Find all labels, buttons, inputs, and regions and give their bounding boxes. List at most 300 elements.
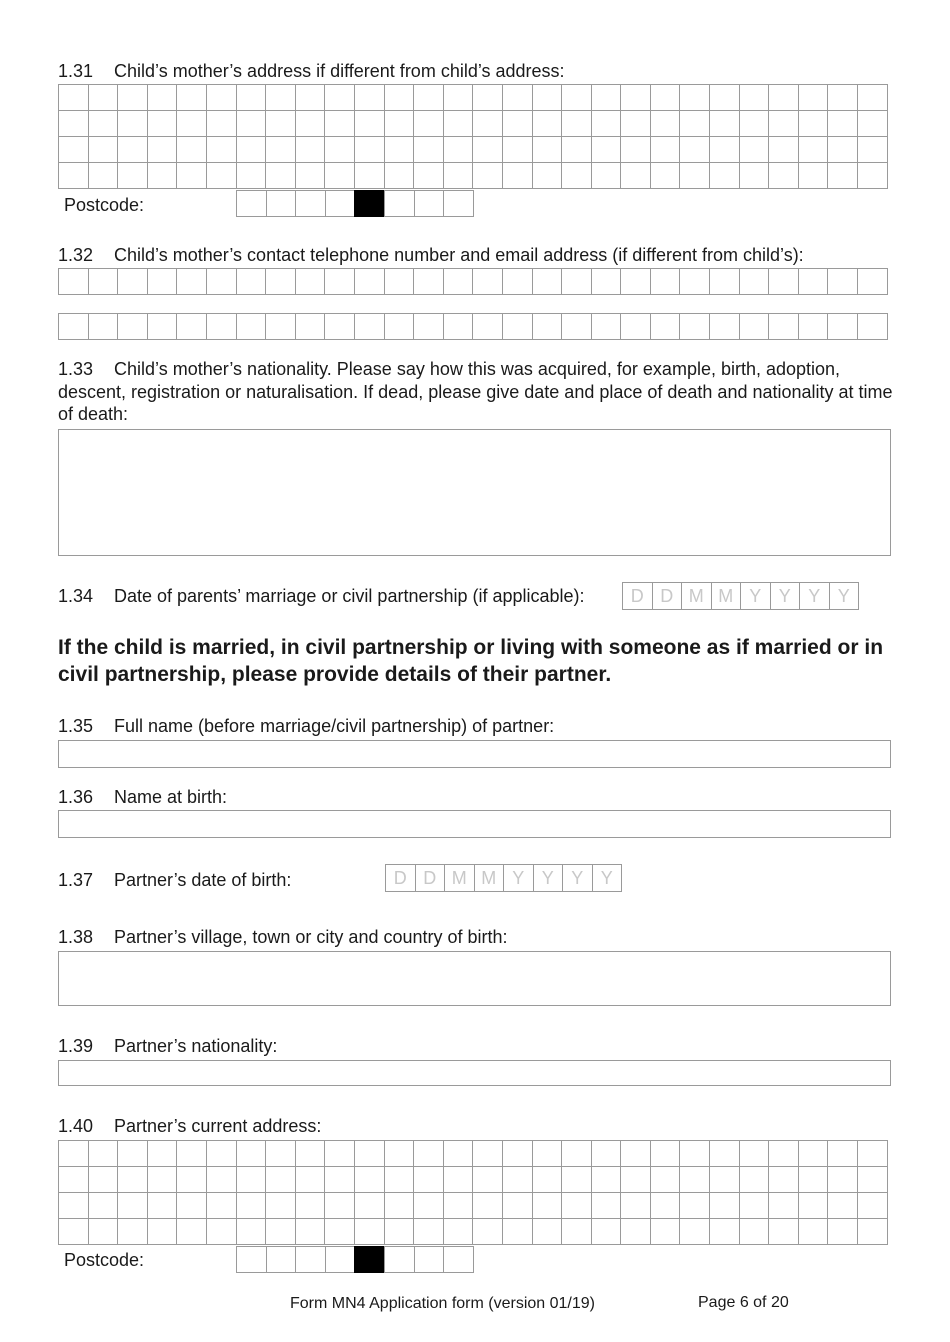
partner-birthplace-input[interactable] [58,951,891,1006]
character-cell[interactable] [591,313,622,340]
character-cell[interactable] [650,136,681,163]
character-cell[interactable] [265,313,296,340]
character-cell[interactable] [265,84,296,111]
character-cell[interactable] [502,313,533,340]
character-cell[interactable] [236,162,267,189]
character-cell[interactable] [58,1140,89,1167]
character-cell[interactable] [620,1218,651,1245]
character-cell[interactable] [709,1218,740,1245]
character-cell[interactable] [384,313,415,340]
character-cell[interactable] [827,84,858,111]
character-cell[interactable] [384,1166,415,1193]
character-cell[interactable] [591,84,622,111]
character-cell[interactable] [739,313,770,340]
character-cell[interactable] [354,313,385,340]
character-cell[interactable] [324,313,355,340]
character-cell[interactable] [561,84,592,111]
character-cell[interactable] [295,162,326,189]
character-cell[interactable] [650,1166,681,1193]
character-cell[interactable] [827,1218,858,1245]
character-cell[interactable] [236,1140,267,1167]
character-cell[interactable] [443,84,474,111]
character-cell[interactable] [176,1140,207,1167]
character-cell[interactable] [354,162,385,189]
character-cell[interactable] [88,313,119,340]
character-cell[interactable] [650,162,681,189]
character-cell[interactable] [413,1166,444,1193]
date-digit-cell[interactable]: Y [503,864,534,892]
character-cell[interactable] [857,1166,888,1193]
character-cell[interactable] [384,1192,415,1219]
character-cell[interactable] [265,268,296,295]
character-cell[interactable] [324,84,355,111]
character-cell[interactable] [679,1218,710,1245]
character-cell[interactable] [827,110,858,137]
character-cell[interactable] [768,1140,799,1167]
character-cell[interactable] [679,136,710,163]
character-cell[interactable] [532,162,563,189]
character-cell[interactable] [206,1166,237,1193]
character-cell[interactable] [147,1166,178,1193]
character-cell[interactable] [265,110,296,137]
character-cell[interactable] [58,136,89,163]
character-cell[interactable] [798,268,829,295]
character-cell[interactable] [176,1192,207,1219]
character-cell[interactable] [354,84,385,111]
postcode-cell[interactable] [236,1246,267,1273]
character-cell[interactable] [147,110,178,137]
character-cell[interactable] [58,313,89,340]
character-cell[interactable] [413,162,444,189]
character-cell[interactable] [324,1192,355,1219]
character-cell[interactable] [324,110,355,137]
postcode-cell[interactable] [414,1246,445,1273]
character-cell[interactable] [147,1192,178,1219]
partner-full-name-input[interactable] [58,740,891,768]
character-cell[interactable] [117,268,148,295]
character-cell[interactable] [147,84,178,111]
character-cell[interactable] [295,1218,326,1245]
character-cell[interactable] [88,1218,119,1245]
character-cell[interactable] [384,136,415,163]
character-cell[interactable] [443,268,474,295]
character-cell[interactable] [502,84,533,111]
character-cell[interactable] [324,162,355,189]
character-cell[interactable] [58,1166,89,1193]
postcode-cell[interactable] [266,1246,297,1273]
character-cell[interactable] [620,162,651,189]
character-cell[interactable] [768,162,799,189]
character-cell[interactable] [798,110,829,137]
character-cell[interactable] [413,313,444,340]
character-cell[interactable] [206,1192,237,1219]
date-digit-cell[interactable]: M [444,864,475,892]
postcode-cell[interactable] [443,190,474,217]
character-cell[interactable] [413,268,444,295]
character-cell[interactable] [265,1192,296,1219]
character-cell[interactable] [532,1140,563,1167]
character-cell[interactable] [798,84,829,111]
character-cell[interactable] [384,162,415,189]
character-cell[interactable] [650,313,681,340]
character-cell[interactable] [413,84,444,111]
character-cell[interactable] [679,313,710,340]
character-cell[interactable] [591,1192,622,1219]
character-cell[interactable] [117,84,148,111]
character-cell[interactable] [857,136,888,163]
character-cell[interactable] [88,162,119,189]
character-cell[interactable] [561,1218,592,1245]
character-cell[interactable] [58,84,89,111]
postcode-cell[interactable] [384,1246,415,1273]
character-cell[interactable] [295,1192,326,1219]
character-cell[interactable] [413,1218,444,1245]
character-cell[interactable] [620,110,651,137]
postcode-cell[interactable] [295,1246,326,1273]
character-cell[interactable] [591,162,622,189]
character-cell[interactable] [768,136,799,163]
character-cell[interactable] [206,110,237,137]
mother-nationality-textarea[interactable] [58,429,891,556]
character-cell[interactable] [679,268,710,295]
character-cell[interactable] [324,268,355,295]
character-cell[interactable] [679,1166,710,1193]
date-digit-cell[interactable]: D [385,864,416,892]
character-cell[interactable] [88,1166,119,1193]
character-cell[interactable] [709,1192,740,1219]
character-cell[interactable] [620,313,651,340]
character-cell[interactable] [117,1166,148,1193]
character-cell[interactable] [472,162,503,189]
character-cell[interactable] [561,1140,592,1167]
character-cell[interactable] [532,84,563,111]
character-cell[interactable] [739,1218,770,1245]
character-cell[interactable] [620,1192,651,1219]
character-cell[interactable] [147,1218,178,1245]
character-cell[interactable] [502,110,533,137]
date-digit-cell[interactable]: Y [770,582,801,610]
character-cell[interactable] [739,136,770,163]
character-cell[interactable] [827,1192,858,1219]
character-cell[interactable] [472,1218,503,1245]
character-cell[interactable] [384,1218,415,1245]
character-cell[interactable] [768,313,799,340]
character-cell[interactable] [413,136,444,163]
character-cell[interactable] [265,1140,296,1167]
character-cell[interactable] [798,1140,829,1167]
character-cell[interactable] [709,84,740,111]
character-cell[interactable] [384,84,415,111]
mother-postcode-input[interactable] [236,190,473,216]
character-cell[interactable] [650,110,681,137]
character-cell[interactable] [443,136,474,163]
character-cell[interactable] [384,110,415,137]
character-cell[interactable] [206,1140,237,1167]
character-cell[interactable] [88,110,119,137]
date-digit-cell[interactable]: D [652,582,683,610]
postcode-cell[interactable] [325,190,356,217]
character-cell[interactable] [443,162,474,189]
date-digit-cell[interactable]: Y [740,582,771,610]
postcode-cell[interactable] [414,190,445,217]
character-cell[interactable] [176,84,207,111]
character-cell[interactable] [413,110,444,137]
character-cell[interactable] [650,84,681,111]
character-cell[interactable] [58,162,89,189]
character-cell[interactable] [58,110,89,137]
postcode-cell[interactable] [443,1246,474,1273]
character-cell[interactable] [236,268,267,295]
character-cell[interactable] [443,1218,474,1245]
character-cell[interactable] [117,162,148,189]
character-cell[interactable] [591,1218,622,1245]
character-cell[interactable] [709,162,740,189]
character-cell[interactable] [117,110,148,137]
character-cell[interactable] [857,1218,888,1245]
character-cell[interactable] [739,1192,770,1219]
character-cell[interactable] [739,110,770,137]
character-cell[interactable] [324,1218,355,1245]
character-cell[interactable] [117,1140,148,1167]
character-cell[interactable] [561,1192,592,1219]
character-cell[interactable] [206,313,237,340]
character-cell[interactable] [739,268,770,295]
character-cell[interactable] [206,162,237,189]
mother-email-input[interactable] [58,313,887,339]
character-cell[interactable] [532,110,563,137]
character-cell[interactable] [117,136,148,163]
character-cell[interactable] [620,268,651,295]
character-cell[interactable] [739,1166,770,1193]
character-cell[interactable] [443,110,474,137]
character-cell[interactable] [679,1140,710,1167]
character-cell[interactable] [768,1166,799,1193]
character-cell[interactable] [857,110,888,137]
character-cell[interactable] [709,313,740,340]
date-digit-cell[interactable]: D [622,582,653,610]
character-cell[interactable] [88,136,119,163]
postcode-cell[interactable] [266,190,297,217]
character-cell[interactable] [324,1140,355,1167]
character-cell[interactable] [443,1166,474,1193]
character-cell[interactable] [532,268,563,295]
date-digit-cell[interactable]: Y [562,864,593,892]
date-digit-cell[interactable]: M [711,582,742,610]
character-cell[interactable] [620,84,651,111]
character-cell[interactable] [798,136,829,163]
character-cell[interactable] [176,136,207,163]
character-cell[interactable] [857,162,888,189]
character-cell[interactable] [502,268,533,295]
mother-address-grid[interactable] [58,84,887,188]
postcode-cell[interactable] [384,190,415,217]
character-cell[interactable] [532,136,563,163]
date-digit-cell[interactable]: Y [533,864,564,892]
character-cell[interactable] [324,1166,355,1193]
character-cell[interactable] [236,136,267,163]
character-cell[interactable] [502,1192,533,1219]
character-cell[interactable] [413,1140,444,1167]
character-cell[interactable] [176,162,207,189]
character-cell[interactable] [739,84,770,111]
character-cell[interactable] [827,1166,858,1193]
character-cell[interactable] [591,136,622,163]
postcode-cell[interactable] [325,1246,356,1273]
character-cell[interactable] [857,84,888,111]
date-digit-cell[interactable]: D [415,864,446,892]
character-cell[interactable] [295,1166,326,1193]
character-cell[interactable] [591,1140,622,1167]
character-cell[interactable] [176,268,207,295]
character-cell[interactable] [88,1192,119,1219]
character-cell[interactable] [532,1192,563,1219]
character-cell[interactable] [88,268,119,295]
character-cell[interactable] [472,84,503,111]
partner-dob-input[interactable] [385,864,621,892]
character-cell[interactable] [472,136,503,163]
partner-address-grid[interactable] [58,1140,887,1244]
partner-nationality-input[interactable] [58,1060,891,1086]
character-cell[interactable] [324,136,355,163]
character-cell[interactable] [798,1192,829,1219]
character-cell[interactable] [679,110,710,137]
character-cell[interactable] [295,1140,326,1167]
character-cell[interactable] [827,268,858,295]
character-cell[interactable] [384,1140,415,1167]
character-cell[interactable] [591,110,622,137]
date-digit-cell[interactable]: M [681,582,712,610]
character-cell[interactable] [561,313,592,340]
character-cell[interactable] [206,268,237,295]
character-cell[interactable] [265,162,296,189]
character-cell[interactable] [384,268,415,295]
character-cell[interactable] [768,1192,799,1219]
character-cell[interactable] [472,1192,503,1219]
character-cell[interactable] [709,1166,740,1193]
character-cell[interactable] [236,84,267,111]
character-cell[interactable] [620,1166,651,1193]
character-cell[interactable] [176,1166,207,1193]
character-cell[interactable] [147,1140,178,1167]
mother-telephone-input[interactable] [58,268,887,294]
character-cell[interactable] [176,110,207,137]
character-cell[interactable] [561,162,592,189]
character-cell[interactable] [768,268,799,295]
character-cell[interactable] [295,268,326,295]
character-cell[interactable] [354,1166,385,1193]
postcode-cell[interactable] [236,190,267,217]
character-cell[interactable] [443,1140,474,1167]
character-cell[interactable] [58,1192,89,1219]
date-digit-cell[interactable]: Y [799,582,830,610]
character-cell[interactable] [827,162,858,189]
character-cell[interactable] [532,313,563,340]
character-cell[interactable] [58,268,89,295]
character-cell[interactable] [532,1166,563,1193]
character-cell[interactable] [472,110,503,137]
character-cell[interactable] [176,313,207,340]
character-cell[interactable] [798,313,829,340]
character-cell[interactable] [117,1192,148,1219]
character-cell[interactable] [472,1166,503,1193]
character-cell[interactable] [679,162,710,189]
date-digit-cell[interactable]: Y [829,582,860,610]
character-cell[interactable] [768,84,799,111]
character-cell[interactable] [88,1140,119,1167]
character-cell[interactable] [472,1140,503,1167]
date-digit-cell[interactable]: M [474,864,505,892]
character-cell[interactable] [236,1218,267,1245]
character-cell[interactable] [798,1166,829,1193]
parents-marriage-date-input[interactable] [622,582,858,610]
character-cell[interactable] [798,1218,829,1245]
date-digit-cell[interactable]: Y [592,864,623,892]
character-cell[interactable] [679,1192,710,1219]
character-cell[interactable] [502,1218,533,1245]
character-cell[interactable] [354,1218,385,1245]
character-cell[interactable] [620,136,651,163]
character-cell[interactable] [827,313,858,340]
partner-postcode-input[interactable] [236,1246,473,1272]
character-cell[interactable] [295,136,326,163]
character-cell[interactable] [236,1192,267,1219]
character-cell[interactable] [857,1192,888,1219]
character-cell[interactable] [295,313,326,340]
character-cell[interactable] [768,110,799,137]
postcode-cell[interactable] [295,190,326,217]
character-cell[interactable] [147,136,178,163]
character-cell[interactable] [147,313,178,340]
character-cell[interactable] [206,136,237,163]
character-cell[interactable] [354,136,385,163]
character-cell[interactable] [709,110,740,137]
character-cell[interactable] [679,84,710,111]
character-cell[interactable] [709,268,740,295]
character-cell[interactable] [739,162,770,189]
character-cell[interactable] [502,1166,533,1193]
character-cell[interactable] [561,1166,592,1193]
character-cell[interactable] [502,162,533,189]
character-cell[interactable] [265,1166,296,1193]
character-cell[interactable] [827,1140,858,1167]
character-cell[interactable] [236,313,267,340]
character-cell[interactable] [206,1218,237,1245]
character-cell[interactable] [561,268,592,295]
character-cell[interactable] [472,313,503,340]
character-cell[interactable] [265,136,296,163]
character-cell[interactable] [561,110,592,137]
character-cell[interactable] [236,1166,267,1193]
character-cell[interactable] [502,136,533,163]
character-cell[interactable] [709,1140,740,1167]
character-cell[interactable] [857,1140,888,1167]
character-cell[interactable] [354,268,385,295]
character-cell[interactable] [236,110,267,137]
character-cell[interactable] [561,136,592,163]
character-cell[interactable] [650,1192,681,1219]
character-cell[interactable] [354,1192,385,1219]
character-cell[interactable] [413,1192,444,1219]
character-cell[interactable] [206,84,237,111]
character-cell[interactable] [650,1140,681,1167]
character-cell[interactable] [295,84,326,111]
character-cell[interactable] [620,1140,651,1167]
character-cell[interactable] [176,1218,207,1245]
character-cell[interactable] [798,162,829,189]
character-cell[interactable] [650,1218,681,1245]
character-cell[interactable] [88,84,119,111]
character-cell[interactable] [768,1218,799,1245]
